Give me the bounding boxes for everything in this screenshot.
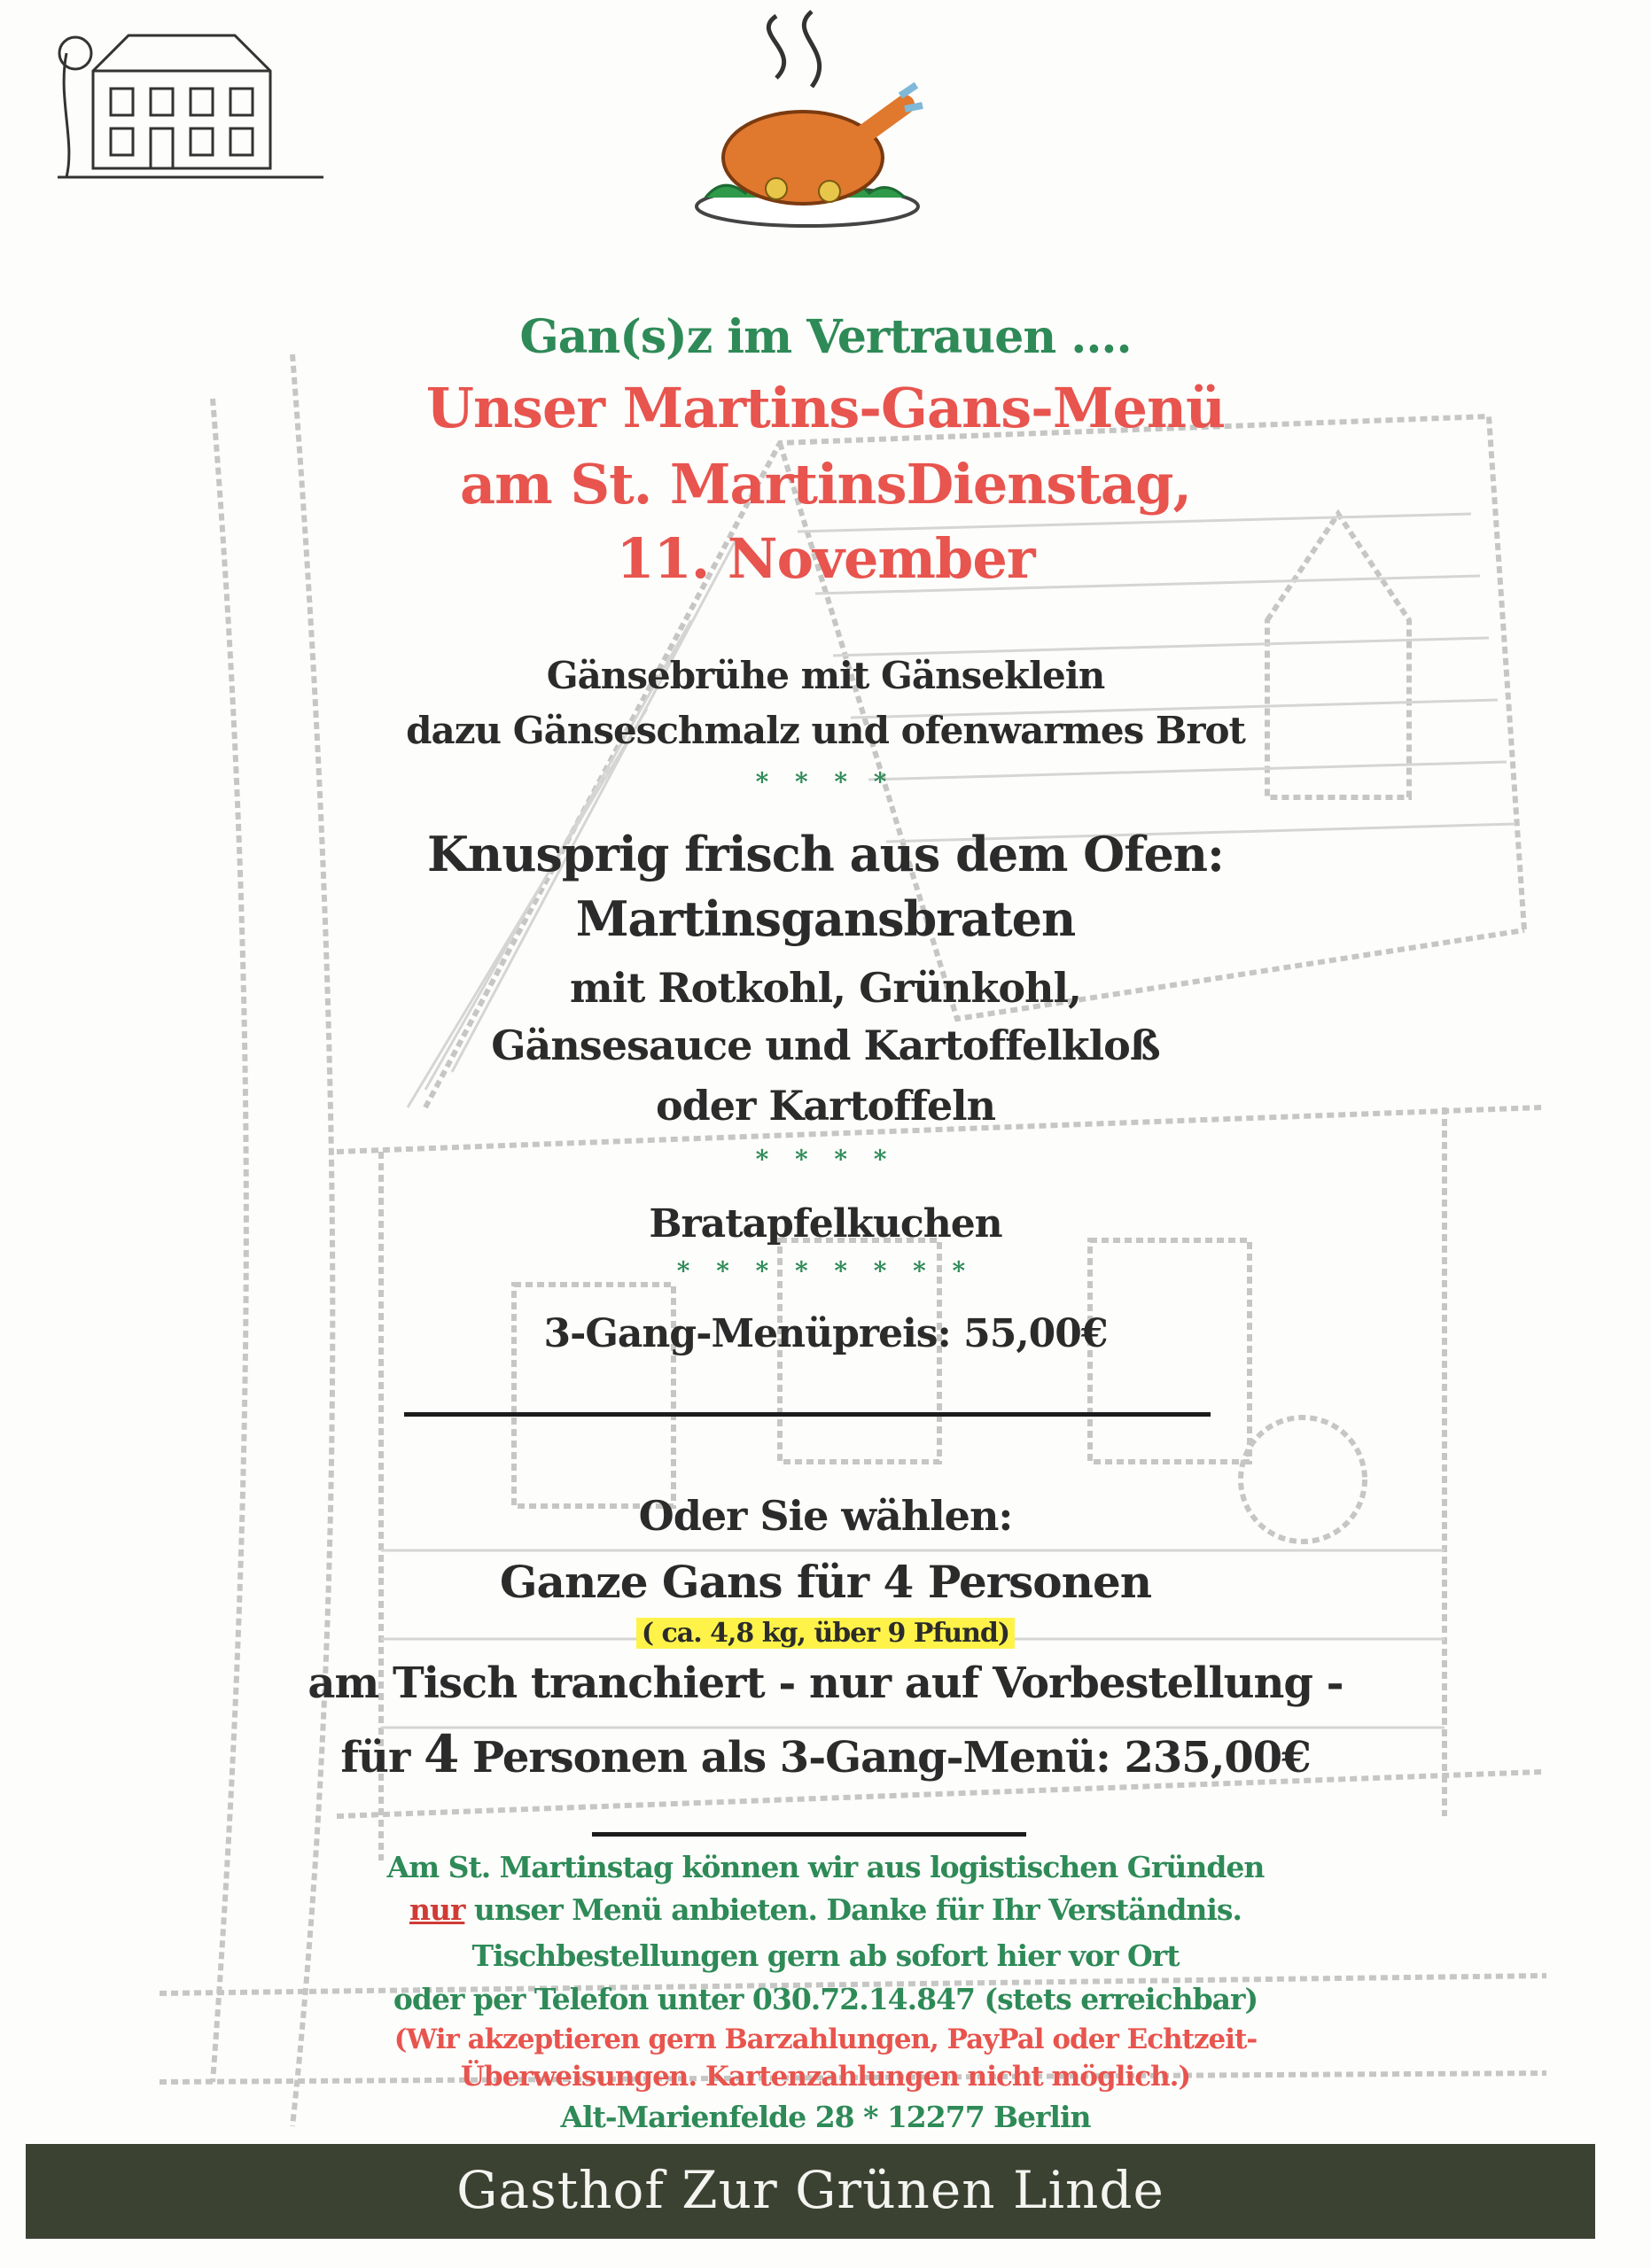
menu-date: 11. November — [616, 526, 1035, 591]
notice-emphasis: nur — [409, 1892, 465, 1927]
alternative-price: Personen als 3-Gang-Menü: 235,00€ — [458, 1733, 1311, 1783]
payment-line-1: (Wir akzeptieren gern Barzahlungen, PayPal oder Echtzeit- — [393, 2023, 1258, 2055]
payment-line-2: Überweisungen. Kartenzahlungen nicht möglich.) — [460, 2061, 1191, 2093]
address: Alt-Marienfelde 28 * 12277 Berlin — [560, 2100, 1091, 2134]
main-sides-3: oder Kartoffeln — [655, 1082, 996, 1130]
separator-stars: * * * * — [755, 1145, 896, 1174]
divider — [592, 1832, 1026, 1837]
alternative-intro: Oder Sie wählen: — [638, 1492, 1013, 1540]
inn-logo-icon — [58, 18, 323, 186]
weight-note-row — [0, 1618, 1651, 1649]
notice-line-3: Tischbestellungen gern ab sofort hier vor Ort — [471, 1938, 1180, 1973]
menu-title-line-2: am St. MartinsDienstag, — [459, 452, 1192, 517]
divider — [404, 1412, 1211, 1417]
separator-stars-long: * * * * * * * * — [676, 1256, 975, 1285]
footer-bar — [26, 2144, 1595, 2239]
starter-line-1: Gänsebrühe mit Gänseklein — [546, 654, 1105, 697]
alternative-line-1: am Tisch tranchiert - nur auf Vorbestellung - — [308, 1658, 1343, 1708]
separator-stars: * * * * — [755, 767, 896, 796]
notice-phone: oder per Telefon unter 030.72.14.847 (stets erreichbar) — [393, 1982, 1258, 2016]
main-sides-1: mit Rotkohl, Grünkohl, — [570, 964, 1081, 1012]
notice-line-1: Am St. Martinstag können wir aus logistischen Gründen — [386, 1850, 1265, 1884]
persons-count: 4 — [423, 1724, 459, 1784]
alternative-line-2 — [0, 1724, 1651, 1784]
menu-price: 3-Gang-Menüpreis: 55,00€ — [543, 1311, 1108, 1356]
notice-line-2-rest: unser Menü anbieten. Danke für Ihr Verständnis. — [464, 1892, 1242, 1927]
starter-line-2: dazu Gänseschmalz und ofenwarmes Brot — [406, 709, 1245, 752]
main-dish: Martinsgansbraten — [575, 890, 1076, 947]
restaurant-name: Gasthof Zur Grünen Linde — [456, 2160, 1164, 2220]
roast-goose-icon — [679, 7, 936, 239]
menu-title-line-1: Unser Martins-Gans-Menü — [425, 376, 1226, 440]
tagline: Gan(s)z im Vertrauen .... — [519, 310, 1132, 364]
alternative-title: Ganze Gans für 4 Personen — [499, 1556, 1152, 1608]
dessert: Bratapfelkuchen — [649, 1201, 1002, 1247]
line2-pre: für — [340, 1733, 424, 1783]
weight-note: ( ca. 4,8 kg, über 9 Pfund) — [636, 1618, 1015, 1649]
notice-line-2 — [0, 1892, 1651, 1927]
main-sides-2: Gänsesauce und Kartoffelkloß — [491, 1021, 1160, 1069]
main-heading: Knusprig frisch aus dem Ofen: — [427, 826, 1224, 882]
